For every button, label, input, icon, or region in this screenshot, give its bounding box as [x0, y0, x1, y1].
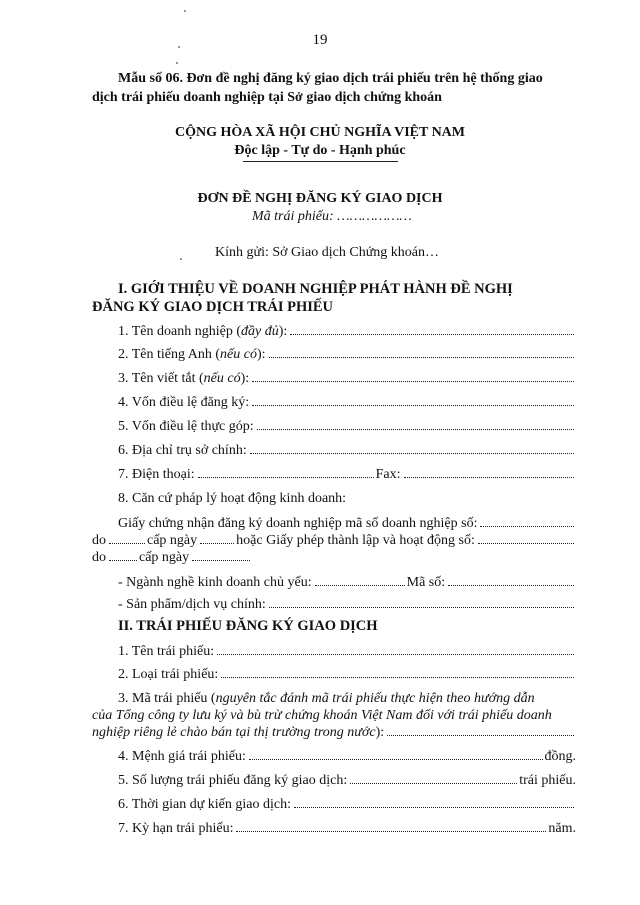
- field-registered-capital: 4. Vốn điều lệ đăng ký:: [118, 394, 576, 411]
- field-bond-code-line3: nghiệp riêng lẻ chào bán tại thị trường trong nước ):: [92, 724, 576, 741]
- field-paid-capital: 5. Vốn điều lệ thực góp:: [118, 418, 576, 435]
- fill-line: [249, 758, 543, 760]
- fill-line: [236, 830, 546, 832]
- field-company-name: 1. Tên doanh nghiệp ( đầy đủ ):: [118, 323, 576, 340]
- scan-speck: [176, 62, 178, 64]
- field-short-name: 3. Tên viết tắt ( nếu có ):: [118, 370, 576, 387]
- fill-line: [269, 606, 574, 608]
- field-legal-basis: 8. Căn cứ pháp lý hoạt động kinh doanh:: [118, 491, 347, 506]
- fill-line: [252, 404, 574, 406]
- scan-speck: [184, 10, 186, 12]
- field-bond-code-line1: 3. Mã trái phiếu ( nguyên tắc đánh mã trái phiếu thực hiện theo hướng dẫn: [118, 691, 535, 706]
- application-title: ĐƠN ĐỀ NGHỊ ĐĂNG KÝ GIAO DỊCH: [197, 191, 443, 206]
- motto-underline: [243, 161, 398, 162]
- page-number: 19: [312, 32, 328, 48]
- field-term: 7. Kỳ hạn trái phiếu: năm.: [118, 821, 576, 836]
- fill-line: [480, 525, 574, 527]
- fill-line: [387, 734, 574, 736]
- fill-line: [109, 542, 145, 544]
- field-products: - Sản phẩm/dịch vụ chính:: [118, 596, 576, 613]
- national-title: CỘNG HÒA XÃ HỘI CHỦ NGHĨA VIỆT NAM: [174, 125, 465, 140]
- fill-line: [200, 542, 234, 544]
- field-head-office: 6. Địa chỉ trụ sở chính:: [118, 442, 576, 459]
- fill-line: [192, 559, 250, 561]
- addressee: Kính gửi: Sở Giao dịch Chứng khoán…: [215, 245, 440, 260]
- fill-line: [269, 356, 574, 358]
- fill-line: [257, 428, 574, 430]
- bond-code-dots: ………………: [337, 209, 412, 224]
- field-industry: - Ngành nghề kinh doanh chủ yếu: Mã số:: [118, 574, 576, 591]
- fill-line: [315, 584, 405, 586]
- form-title-line1: Mẫu số 06. Đơn đề nghị đăng ký giao dịch trái phiếu trên hệ thống giao: [118, 71, 543, 86]
- bond-code-line: [252, 208, 412, 225]
- section1-heading-line2: ĐĂNG KÝ GIAO DỊCH TRÁI PHIẾU: [92, 299, 334, 315]
- field-cert-line2: do cấp ngày hoặc Giấy phép thành lập và hoạt động số:: [92, 532, 576, 549]
- fill-line: [221, 676, 574, 678]
- field-face-value: 4. Mệnh giá trái phiếu: đồng.: [118, 749, 576, 764]
- fill-line: [294, 806, 574, 808]
- scan-speck: [180, 258, 182, 260]
- fill-line: [109, 559, 137, 561]
- fill-line: [252, 380, 574, 382]
- field-bond-code-line2: của Tổng công ty lưu ký và bù trừ chứng khoán Việt Nam đối với trái phiếu doanh: [92, 708, 552, 723]
- fill-line: [404, 476, 575, 478]
- national-motto: Độc lập - Tự do - Hạnh phúc: [234, 143, 406, 158]
- field-english-name: 2. Tên tiếng Anh ( nếu có ):: [118, 346, 576, 363]
- form-title-line2: dịch trái phiếu doanh nghiệp tại Sở giao dịch chứng khoán: [92, 90, 442, 105]
- fill-line: [250, 452, 574, 454]
- bond-code-label: Mã trái phiếu:: [252, 209, 334, 224]
- field-cert-line3: do cấp ngày: [92, 549, 252, 566]
- field-quantity: 5. Số lượng trái phiếu đăng ký giao dịch: trái phiếu.: [118, 773, 576, 788]
- fill-line: [478, 542, 574, 544]
- field-bond-name: 1. Tên trái phiếu:: [118, 643, 576, 660]
- fill-line: [198, 476, 374, 478]
- fill-line: [448, 584, 574, 586]
- field-cert-line1: Giấy chứng nhận đăng ký doanh nghiệp mã số doanh nghiệp số:: [118, 515, 576, 532]
- fill-line: [290, 333, 574, 335]
- fill-line: [350, 782, 517, 784]
- section1-heading-line1: I. GIỚI THIỆU VỀ DOANH NGHIỆP PHÁT HÀNH ĐỀ NGHỊ: [118, 281, 513, 297]
- fill-line: [217, 653, 574, 655]
- field-trading-time: 6. Thời gian dự kiến giao dịch:: [118, 796, 576, 813]
- field-phone-fax: 7. Điện thoại: Fax:: [118, 466, 576, 483]
- field-bond-type: 2. Loại trái phiếu:: [118, 666, 576, 683]
- section2-heading: II. TRÁI PHIẾU ĐĂNG KÝ GIAO DỊCH: [118, 618, 378, 634]
